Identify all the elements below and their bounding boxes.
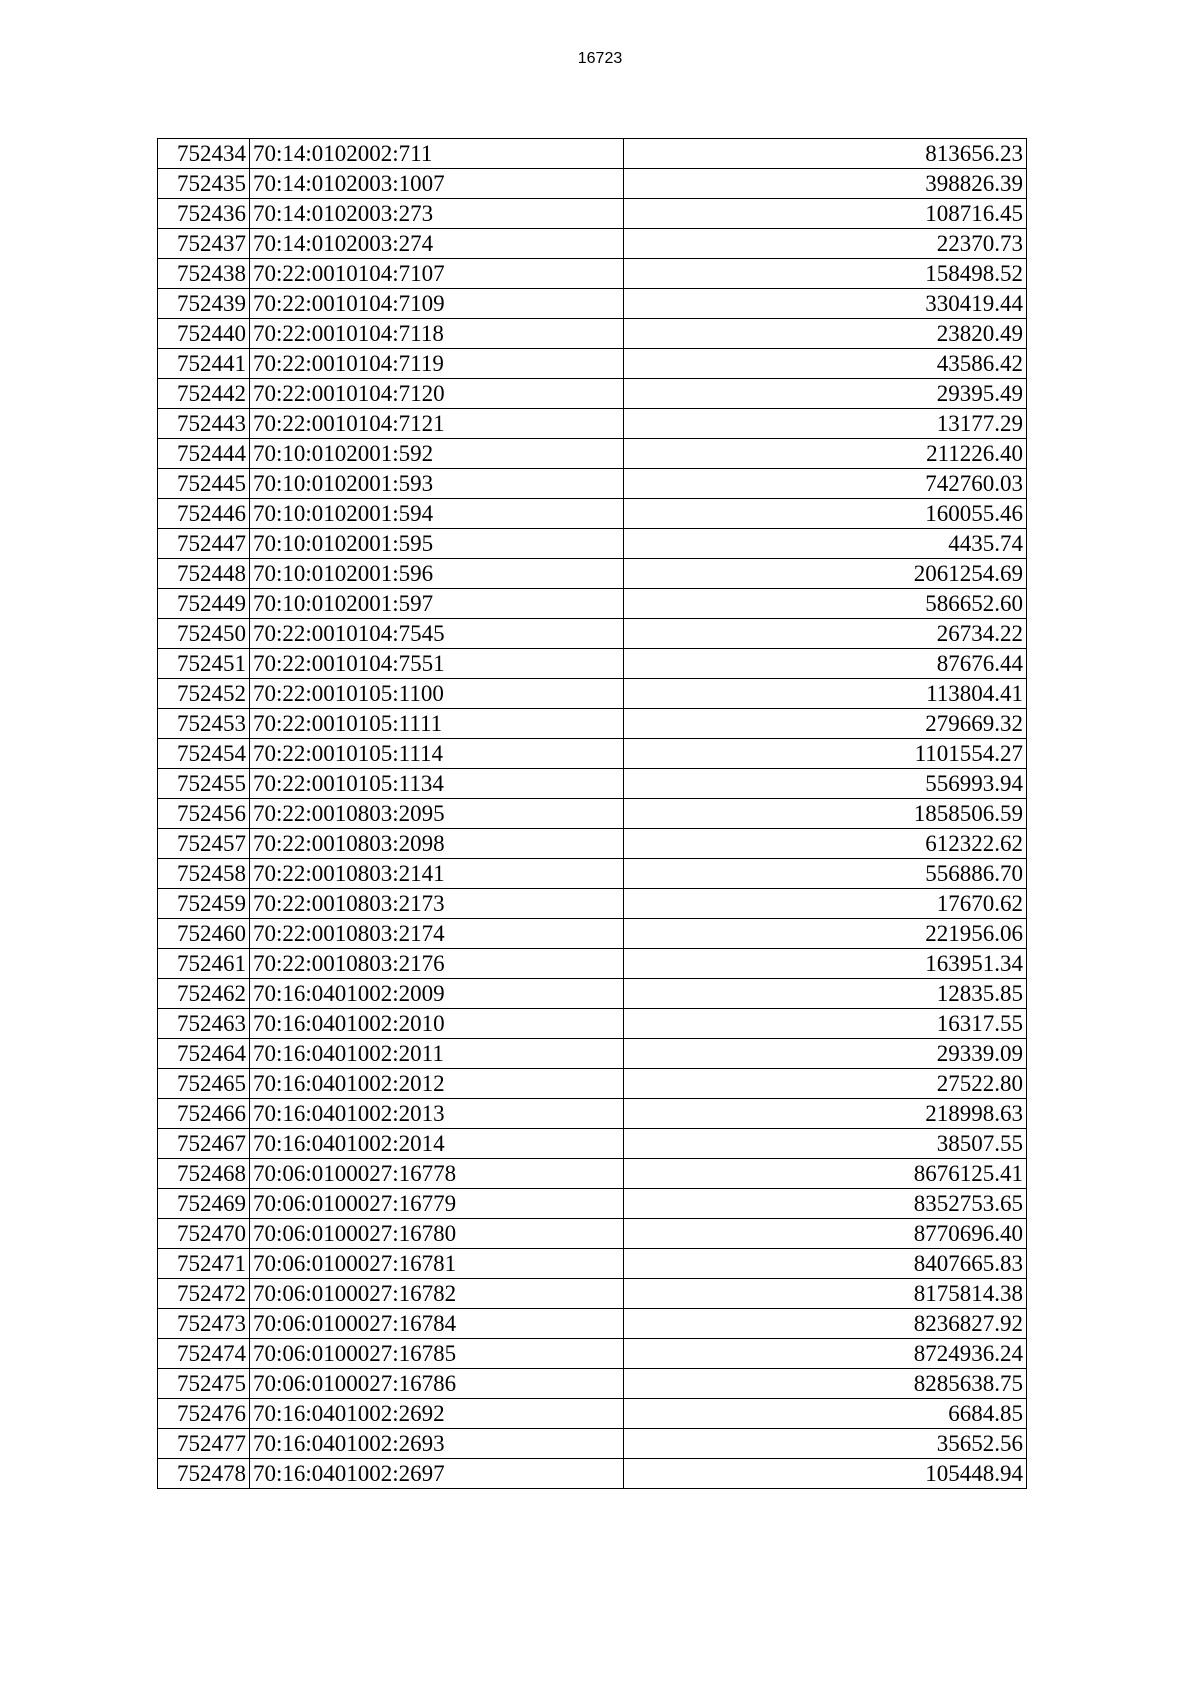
cadastral-number-cell: 70:22:0010104:7121 — [250, 409, 624, 439]
row-number-cell: 752435 — [158, 169, 250, 199]
table-row — [158, 559, 1027, 589]
table-row — [158, 739, 1027, 769]
cadastral-number-cell: 70:14:0102003:273 — [250, 199, 624, 229]
cadastral-number-cell: 70:22:0010105:1134 — [250, 769, 624, 799]
cadastral-value-cell: 87676.44 — [624, 649, 1027, 679]
cadastral-value-cell: 8236827.92 — [624, 1309, 1027, 1339]
table-row — [158, 319, 1027, 349]
table-row — [158, 349, 1027, 379]
cadastral-number-cell: 70:22:0010104:7119 — [250, 349, 624, 379]
table-row — [158, 949, 1027, 979]
row-number-cell: 752446 — [158, 499, 250, 529]
table-row — [158, 1309, 1027, 1339]
cadastral-number-cell: 70:22:0010105:1111 — [250, 709, 624, 739]
table-row — [158, 1099, 1027, 1129]
cadastral-number-cell: 70:06:0100027:16778 — [250, 1159, 624, 1189]
table-row — [158, 439, 1027, 469]
cadastral-value-cell: 8407665.83 — [624, 1249, 1027, 1279]
table-row — [158, 499, 1027, 529]
cadastral-value-cell: 29339.09 — [624, 1039, 1027, 1069]
table-row — [158, 1429, 1027, 1459]
cadastral-number-cell: 70:22:0010105:1100 — [250, 679, 624, 709]
row-number-cell: 752455 — [158, 769, 250, 799]
cadastral-number-cell: 70:06:0100027:16784 — [250, 1309, 624, 1339]
cadastral-value-cell: 23820.49 — [624, 319, 1027, 349]
cadastral-value-cell: 158498.52 — [624, 259, 1027, 289]
row-number-cell: 752443 — [158, 409, 250, 439]
row-number-cell: 752476 — [158, 1399, 250, 1429]
row-number-cell: 752472 — [158, 1279, 250, 1309]
table-row — [158, 1039, 1027, 1069]
cadastral-value-cell: 211226.40 — [624, 439, 1027, 469]
cadastral-value-cell: 8676125.41 — [624, 1159, 1027, 1189]
row-number-cell: 752438 — [158, 259, 250, 289]
table-row — [158, 139, 1027, 169]
cadastral-number-cell: 70:14:0102003:274 — [250, 229, 624, 259]
row-number-cell: 752467 — [158, 1129, 250, 1159]
table-row — [158, 1399, 1027, 1429]
row-number-cell: 752442 — [158, 379, 250, 409]
table-row — [158, 1339, 1027, 1369]
table-row — [158, 979, 1027, 1009]
table-row — [158, 1159, 1027, 1189]
cadastral-value-cell: 13177.29 — [624, 409, 1027, 439]
cadastral-value-cell: 556993.94 — [624, 769, 1027, 799]
cadastral-value-cell: 35652.56 — [624, 1429, 1027, 1459]
row-number-cell: 752451 — [158, 649, 250, 679]
cadastral-value-cell: 6684.85 — [624, 1399, 1027, 1429]
row-number-cell: 752454 — [158, 739, 250, 769]
cadastral-value-cell: 330419.44 — [624, 289, 1027, 319]
row-number-cell: 752437 — [158, 229, 250, 259]
table-row — [158, 1369, 1027, 1399]
table-row — [158, 1129, 1027, 1159]
row-number-cell: 752475 — [158, 1369, 250, 1399]
cadastral-value-cell: 38507.55 — [624, 1129, 1027, 1159]
cadastral-value-cell: 221956.06 — [624, 919, 1027, 949]
row-number-cell: 752440 — [158, 319, 250, 349]
table-row — [158, 829, 1027, 859]
cadastral-value-cell: 108716.45 — [624, 199, 1027, 229]
cadastral-number-cell: 70:22:0010104:7109 — [250, 289, 624, 319]
cadastral-value-cell: 105448.94 — [624, 1459, 1027, 1489]
cadastral-number-cell: 70:16:0401002:2010 — [250, 1009, 624, 1039]
row-number-cell: 752447 — [158, 529, 250, 559]
cadastral-number-cell: 70:06:0100027:16779 — [250, 1189, 624, 1219]
cadastral-number-cell: 70:06:0100027:16781 — [250, 1249, 624, 1279]
cadastral-value-cell: 43586.42 — [624, 349, 1027, 379]
row-number-cell: 752450 — [158, 619, 250, 649]
row-number-cell: 752456 — [158, 799, 250, 829]
table-row — [158, 769, 1027, 799]
row-number-cell: 752471 — [158, 1249, 250, 1279]
cadastral-number-cell: 70:22:0010803:2098 — [250, 829, 624, 859]
row-number-cell: 752473 — [158, 1309, 250, 1339]
row-number-cell: 752463 — [158, 1009, 250, 1039]
table-row — [158, 799, 1027, 829]
table-row — [158, 679, 1027, 709]
cadastral-number-cell: 70:16:0401002:2013 — [250, 1099, 624, 1129]
page-number: 16723 — [577, 50, 623, 67]
cadastral-number-cell: 70:06:0100027:16786 — [250, 1369, 624, 1399]
cadastral-value-cell: 218998.63 — [624, 1099, 1027, 1129]
cadastral-number-cell: 70:16:0401002:2012 — [250, 1069, 624, 1099]
cadastral-value-cell: 8175814.38 — [624, 1279, 1027, 1309]
table-row — [158, 1279, 1027, 1309]
cadastral-number-cell: 70:22:0010803:2173 — [250, 889, 624, 919]
cadastral-number-cell: 70:22:0010104:7120 — [250, 379, 624, 409]
cadastral-number-cell: 70:10:0102001:593 — [250, 469, 624, 499]
row-number-cell: 752478 — [158, 1459, 250, 1489]
table-row — [158, 1459, 1027, 1489]
cadastral-value-cell: 17670.62 — [624, 889, 1027, 919]
row-number-cell: 752457 — [158, 829, 250, 859]
table-body — [158, 139, 1027, 1489]
cadastral-value-cell: 1101554.27 — [624, 739, 1027, 769]
table-row — [158, 229, 1027, 259]
cadastral-number-cell: 70:10:0102001:597 — [250, 589, 624, 619]
table-row — [158, 1069, 1027, 1099]
cadastral-number-cell: 70:16:0401002:2011 — [250, 1039, 624, 1069]
row-number-cell: 752452 — [158, 679, 250, 709]
table-row — [158, 619, 1027, 649]
table-row — [158, 709, 1027, 739]
cadastral-number-cell: 70:06:0100027:16782 — [250, 1279, 624, 1309]
cadastral-value-cell: 12835.85 — [624, 979, 1027, 1009]
cadastral-number-cell: 70:22:0010105:1114 — [250, 739, 624, 769]
cadastral-value-cell: 26734.22 — [624, 619, 1027, 649]
row-number-cell: 752462 — [158, 979, 250, 1009]
row-number-cell: 752461 — [158, 949, 250, 979]
cadastral-number-cell: 70:10:0102001:592 — [250, 439, 624, 469]
row-number-cell: 752469 — [158, 1189, 250, 1219]
cadastral-value-cell: 16317.55 — [624, 1009, 1027, 1039]
cadastral-number-cell: 70:16:0401002:2692 — [250, 1399, 624, 1429]
row-number-cell: 752448 — [158, 559, 250, 589]
cadastral-number-cell: 70:06:0100027:16785 — [250, 1339, 624, 1369]
cadastral-value-cell: 556886.70 — [624, 859, 1027, 889]
cadastral-value-cell: 160055.46 — [624, 499, 1027, 529]
table-row — [158, 259, 1027, 289]
cadastral-value-cell: 22370.73 — [624, 229, 1027, 259]
cadastral-value-cell: 8352753.65 — [624, 1189, 1027, 1219]
cadastral-value-cell: 8285638.75 — [624, 1369, 1027, 1399]
cadastral-number-cell: 70:06:0100027:16780 — [250, 1219, 624, 1249]
cadastral-value-cell: 8724936.24 — [624, 1339, 1027, 1369]
table-row — [158, 469, 1027, 499]
cadastral-number-cell: 70:22:0010104:7551 — [250, 649, 624, 679]
cadastral-number-cell: 70:22:0010803:2095 — [250, 799, 624, 829]
table-row — [158, 1219, 1027, 1249]
cadastral-number-cell: 70:16:0401002:2014 — [250, 1129, 624, 1159]
cadastral-number-cell: 70:10:0102001:595 — [250, 529, 624, 559]
row-number-cell: 752441 — [158, 349, 250, 379]
cadastral-number-cell: 70:22:0010803:2174 — [250, 919, 624, 949]
row-number-cell: 752459 — [158, 889, 250, 919]
cadastral-value-cell: 2061254.69 — [624, 559, 1027, 589]
row-number-cell: 752468 — [158, 1159, 250, 1189]
row-number-cell: 752458 — [158, 859, 250, 889]
cadastral-value-cell: 27522.80 — [624, 1069, 1027, 1099]
row-number-cell: 752477 — [158, 1429, 250, 1459]
row-number-cell: 752460 — [158, 919, 250, 949]
cadastral-number-cell: 70:14:0102002:711 — [250, 139, 624, 169]
cadastral-value-cell: 398826.39 — [624, 169, 1027, 199]
row-number-cell: 752449 — [158, 589, 250, 619]
table-row — [158, 1249, 1027, 1279]
cadastral-value-cell: 586652.60 — [624, 589, 1027, 619]
cadastral-number-cell: 70:22:0010104:7545 — [250, 619, 624, 649]
row-number-cell: 752434 — [158, 139, 250, 169]
cadastral-number-cell: 70:16:0401002:2693 — [250, 1429, 624, 1459]
table-row — [158, 199, 1027, 229]
table-row — [158, 409, 1027, 439]
cadastral-value-cell: 1858506.59 — [624, 799, 1027, 829]
table-row — [158, 589, 1027, 619]
cadastral-value-cell: 813656.23 — [624, 139, 1027, 169]
table-row — [158, 169, 1027, 199]
row-number-cell: 752464 — [158, 1039, 250, 1069]
cadastral-value-cell: 612322.62 — [624, 829, 1027, 859]
table-row — [158, 889, 1027, 919]
table-row — [158, 1009, 1027, 1039]
cadastral-number-cell: 70:10:0102001:596 — [250, 559, 624, 589]
cadastral-number-cell: 70:14:0102003:1007 — [250, 169, 624, 199]
cadastral-value-cell: 8770696.40 — [624, 1219, 1027, 1249]
cadastral-number-cell: 70:16:0401002:2697 — [250, 1459, 624, 1489]
cadastral-value-cell: 29395.49 — [624, 379, 1027, 409]
table-row — [158, 289, 1027, 319]
cadastral-value-cell: 113804.41 — [624, 679, 1027, 709]
row-number-cell: 752436 — [158, 199, 250, 229]
cadastral-number-cell: 70:16:0401002:2009 — [250, 979, 624, 1009]
table-row — [158, 649, 1027, 679]
cadastral-value-cell: 742760.03 — [624, 469, 1027, 499]
cadastral-number-cell: 70:22:0010803:2176 — [250, 949, 624, 979]
cadastral-number-cell: 70:22:0010104:7107 — [250, 259, 624, 289]
row-number-cell: 752453 — [158, 709, 250, 739]
row-number-cell: 752465 — [158, 1069, 250, 1099]
row-number-cell: 752466 — [158, 1099, 250, 1129]
table-row — [158, 529, 1027, 559]
cadastral-value-cell: 279669.32 — [624, 709, 1027, 739]
row-number-cell: 752444 — [158, 439, 250, 469]
row-number-cell: 752470 — [158, 1219, 250, 1249]
row-number-cell: 752474 — [158, 1339, 250, 1369]
cadastral-number-cell: 70:22:0010803:2141 — [250, 859, 624, 889]
table-row — [158, 859, 1027, 889]
cadastral-value-table — [157, 138, 1027, 1489]
cadastral-value-cell: 4435.74 — [624, 529, 1027, 559]
table-row — [158, 919, 1027, 949]
table-row — [158, 1189, 1027, 1219]
row-number-cell: 752439 — [158, 289, 250, 319]
cadastral-number-cell: 70:10:0102001:594 — [250, 499, 624, 529]
table-row — [158, 379, 1027, 409]
row-number-cell: 752445 — [158, 469, 250, 499]
cadastral-number-cell: 70:22:0010104:7118 — [250, 319, 624, 349]
cadastral-value-cell: 163951.34 — [624, 949, 1027, 979]
